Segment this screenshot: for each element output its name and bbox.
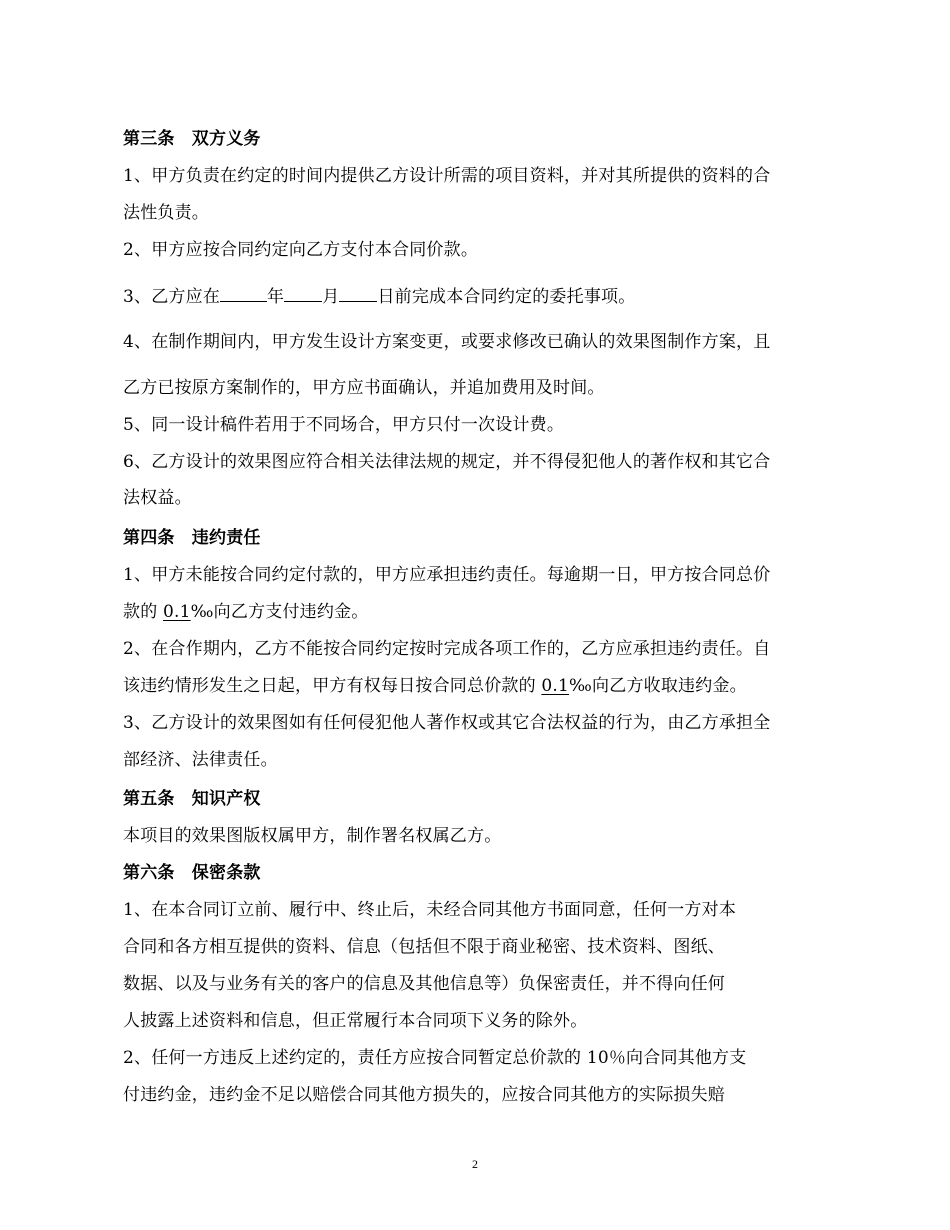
article3-item5: 5、同一设计稿件若用于不同场合，甲方只付一次设计费。 [123,415,565,435]
article4-item2-line2 [123,675,747,697]
article3-item3 [123,285,635,308]
article3-item3-suffix: 日前完成本合同约定的委托事项。 [377,287,636,307]
article4-item1-prefix: 款的 [123,602,164,622]
article4-heading: 第四条 违约责任 [123,528,261,548]
article4-item1-line2 [123,601,368,623]
article3-heading: 第三条 双方义务 [123,129,261,149]
article4-item2-suffix: ‰向乙方收取违约金。 [569,676,747,696]
penalty-rate: 0.1 [163,602,191,622]
article6-item1-line4: 人披露上述资料和信息，但正常履行本合同项下义务的除外。 [123,1011,588,1031]
penalty-rate: 0.1 [541,676,570,696]
article6-item1-line2: 合同和各方相互提供的资料、信息（包括但不限于商业秘密、技术资料、图纸、 [123,937,725,957]
article3-item1-line1: 1、甲方负责在约定的时间内提供乙方设计所需的项目资料，并对其所提供的资料的合 [123,166,771,186]
article4-item3-line1: 3、乙方设计的效果图如有任何侵犯他人著作权或其它合法权益的行为，由乙方承担全 [123,713,771,733]
month-blank [284,285,322,302]
article3-item4-line2: 乙方已按原方案制作的，甲方应书面确认，并追加费用及时间。 [123,378,605,398]
article4-item2-line1: 2、在合作期内，乙方不能按合同约定按时完成各项工作的，乙方应承担违约责任。自 [123,639,771,659]
article5-body: 本项目的效果图版权属甲方，制作署名权属乙方。 [123,826,502,846]
article3-item6-line2: 法权益。 [123,488,192,508]
article4-item3-line2: 部经济、法律责任。 [123,750,278,770]
year-blank [220,285,267,302]
article4-item1-suffix: ‰向乙方支付违约金。 [190,602,369,622]
page-number: 2 [472,1157,478,1171]
day-blank [339,285,377,302]
article6-item2-line1: 2、任何一方违反上述约定的，责任方应按合同暂定总价款的 10％向合同其他方支 [123,1048,747,1068]
article6-item1-line3: 数据、以及与业务有关的客户的信息及其他信息等）负保密责任，并不得向任何 [123,974,725,994]
article6-heading: 第六条 保密条款 [123,863,261,883]
article6-item2-line2: 付违约金，违约金不足以赔偿合同其他方损失的，应按合同其他方的实际损失赔 [123,1085,725,1105]
article3-item6-line1: 6、乙方设计的效果图应符合相关法律法规的规定，并不得侵犯他人的著作权和其它合 [123,452,771,472]
article3-item3-month: 月 [322,287,340,307]
article4-item1-line1: 1、甲方未能按合同约定付款的，甲方应承担违约责任。每逾期一日，甲方按合同总价 [123,565,771,585]
article6-item1-line1: 1、在本合同订立前、履行中、终止后，未经合同其他方书面同意，任何一方对本 [123,900,737,920]
article4-item2-prefix: 该违约情形发生之日起，甲方有权每日按合同总价款的 [123,676,542,696]
article3-item2: 2、甲方应按合同约定向乙方支付本合同价款。 [123,240,479,260]
article3-item1-line2: 法性负责。 [123,203,209,223]
article3-item4-line1: 4、在制作期间内，甲方发生设计方案变更，或要求修改已确认的效果图制作方案，且 [123,332,771,352]
article5-heading: 第五条 知识产权 [123,789,261,809]
article3-item3-year: 年 [267,287,285,307]
article3-item3-prefix: 3、乙方应在 [123,287,221,307]
